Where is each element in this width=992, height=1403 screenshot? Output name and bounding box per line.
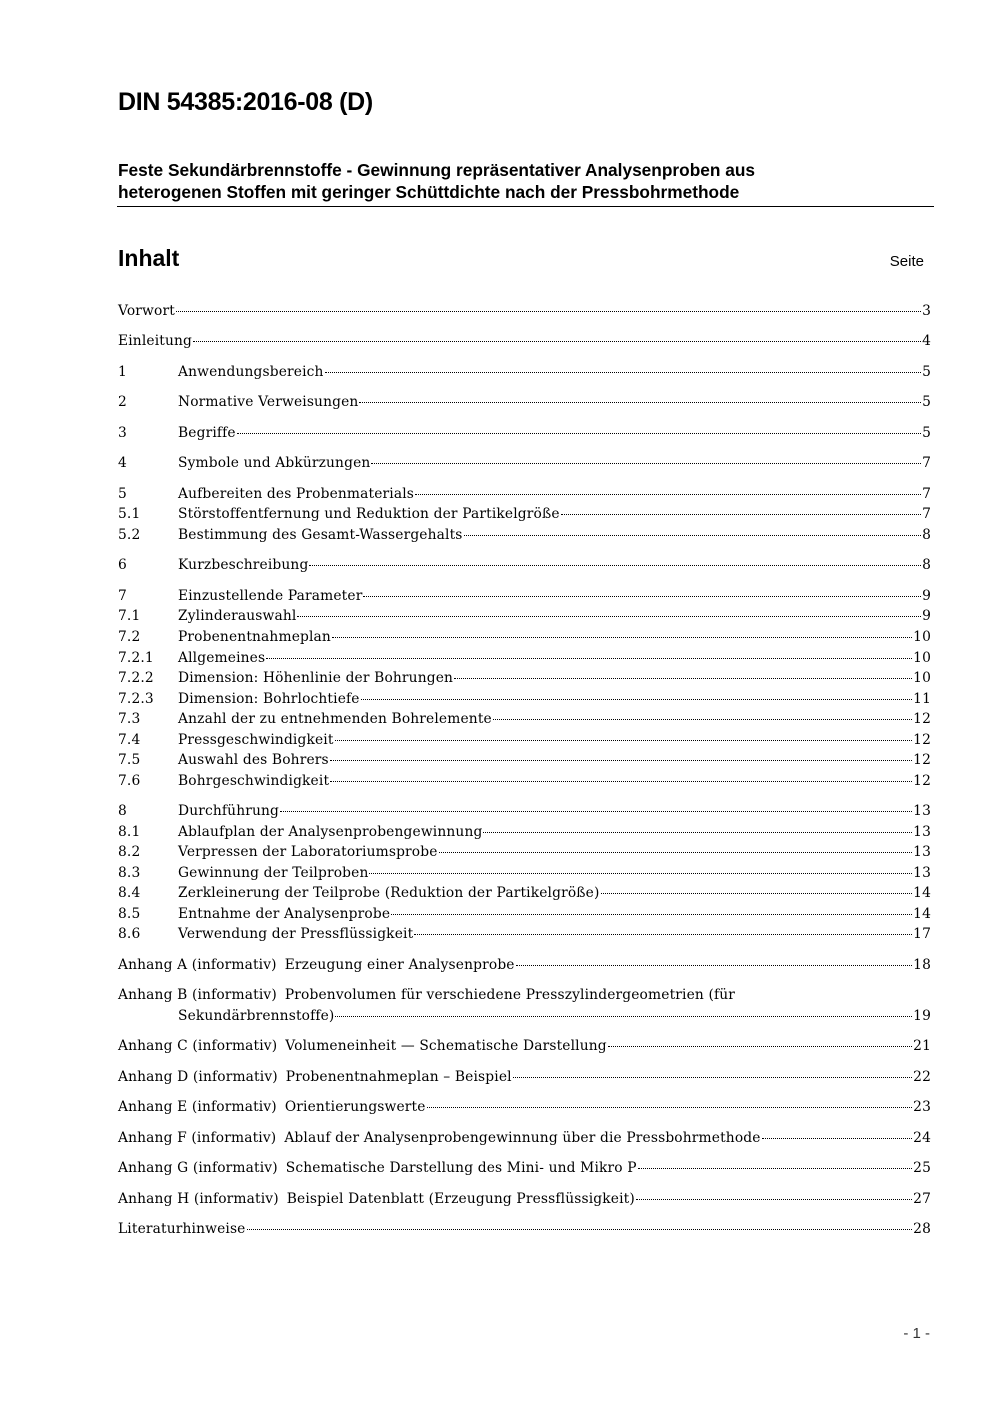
toc-entry[interactable] (118, 752, 931, 773)
toc-entry-page: 22 (913, 1069, 931, 1085)
toc-entry-title: Ablauf der Analysenprobengewinnung über die Pressbohrmethode (284, 1130, 761, 1146)
toc-entry-annex[interactable] (118, 1160, 931, 1181)
toc-entry-title: Verpressen der Laboratoriumsprobe (178, 844, 438, 860)
toc-leader (608, 1046, 912, 1047)
document-title-line-2: heterogenen Stoffen mit geringer Schüttdichte nach der Pressbohrmethode (118, 182, 740, 202)
toc-entry[interactable] (118, 926, 931, 947)
toc-entry-page: 24 (913, 1130, 931, 1146)
toc-entry-title: Verwendung der Pressflüssigkeit (178, 926, 414, 942)
toc-leader (361, 699, 913, 700)
toc-entry-annex[interactable] (118, 1130, 931, 1151)
toc-leader (335, 740, 913, 741)
toc-entry[interactable] (118, 885, 931, 906)
toc-entry-page: 5 (922, 364, 931, 380)
toc-entry[interactable] (118, 650, 931, 671)
toc-leader (359, 402, 921, 403)
toc-entry-page: 12 (913, 732, 931, 748)
toc-entry[interactable] (118, 455, 931, 476)
toc-entry-number: 7 (118, 588, 127, 604)
toc-leader (325, 372, 922, 373)
toc-entry-page: 8 (922, 527, 931, 543)
toc-entry-page: 25 (913, 1160, 931, 1176)
toc-entry-page: 18 (913, 957, 931, 973)
toc-entry-number: 7.6 (118, 773, 141, 789)
toc-leader (454, 678, 912, 679)
toc-entry-number: 8.6 (118, 926, 141, 942)
toc-entry-title: Probenvolumen für verschiedene Presszylindergeometrien (für (284, 987, 736, 1003)
toc-entry[interactable] (118, 670, 931, 691)
toc-leader (309, 565, 921, 566)
toc-entry-number: 6 (118, 557, 127, 573)
toc-leader (483, 832, 912, 833)
toc-entry-page: 23 (913, 1099, 931, 1115)
toc-entry-page: 10 (913, 670, 931, 686)
toc-leader (415, 494, 921, 495)
toc-entry-number: 4 (118, 455, 127, 471)
toc-leader (516, 965, 913, 966)
toc-entry-page: 12 (913, 752, 931, 768)
toc-leader (297, 616, 921, 617)
toc-entry[interactable] (118, 588, 931, 609)
toc-entry-number: 2 (118, 394, 127, 410)
toc-entry-number: 3 (118, 425, 127, 441)
toc-entry-page: 10 (913, 629, 931, 645)
toc-leader (363, 596, 921, 597)
toc-entry-number: 7.2.3 (118, 691, 154, 707)
toc-entry-annex[interactable] (118, 1069, 931, 1090)
toc-leader (237, 433, 921, 434)
toc-entry-title: Normative Verweisungen (178, 394, 359, 410)
toc-entry-annex[interactable] (118, 957, 931, 978)
toc-entry[interactable] (118, 425, 931, 446)
toc-entry-number: 7.4 (118, 732, 141, 748)
toc-entry[interactable] (118, 486, 931, 507)
toc-entry-number: 5.1 (118, 506, 141, 522)
toc-entry-page: 7 (922, 455, 931, 471)
toc-entry-page: 8 (922, 557, 931, 573)
toc-entry[interactable] (118, 527, 931, 548)
toc-leader (176, 311, 921, 312)
toc-entry-title: Einzustellende Parameter (178, 588, 363, 604)
toc-entry[interactable] (118, 824, 931, 845)
toc-leader (369, 873, 912, 874)
toc-leader (391, 914, 912, 915)
toc-entry-page: 19 (913, 1008, 931, 1024)
toc-entry[interactable] (118, 711, 931, 732)
toc-entry-title: Anwendungsbereich (178, 364, 324, 380)
toc-entry-page: 21 (913, 1038, 931, 1054)
toc-entry-number: 8.1 (118, 824, 141, 840)
toc-entry-number: 5 (118, 486, 127, 502)
toc-entry-title: Anzahl der zu entnehmenden Bohrelemente (178, 711, 492, 727)
toc-leader (193, 341, 921, 342)
toc-entry-title: Störstoffentfernung und Reduktion der Partikelgröße (178, 506, 560, 522)
toc-entry-page: 14 (913, 885, 931, 901)
table-of-contents (118, 0, 931, 1403)
page-number: - 1 - (903, 1325, 930, 1342)
toc-entry[interactable] (118, 394, 931, 415)
toc-entry[interactable] (118, 803, 931, 824)
toc-entry-page: 5 (922, 394, 931, 410)
toc-entry-title: Kurzbeschreibung (178, 557, 309, 573)
toc-entry[interactable] (118, 1221, 931, 1242)
toc-entry-number: 7.1 (118, 608, 141, 624)
toc-leader (335, 1016, 912, 1017)
toc-entry[interactable] (118, 865, 931, 886)
toc-entry-title: Entnahme der Analysenprobe (178, 906, 391, 922)
toc-entry-title: Bohrgeschwindigkeit (178, 773, 330, 789)
toc-entry[interactable] (118, 844, 931, 865)
toc-annex-label: Anhang C (informativ) (118, 1038, 278, 1054)
toc-entry-title: Begriffe (178, 425, 236, 441)
toc-entry-page: 11 (913, 691, 931, 707)
toc-leader (513, 1077, 912, 1078)
toc-entry-page: 17 (913, 926, 931, 942)
toc-entry-title: Vorwort (118, 303, 175, 319)
toc-leader (561, 514, 921, 515)
toc-leader (332, 637, 912, 638)
toc-entry-title: Einleitung (118, 333, 193, 349)
toc-entry-title: Zylinderauswahl (178, 608, 297, 624)
toc-entry-title: Durchführung (178, 803, 280, 819)
toc-entry-number: 5.2 (118, 527, 141, 543)
toc-entry-title: Dimension: Höhenlinie der Bohrungen (178, 670, 454, 686)
toc-entry[interactable] (118, 773, 931, 794)
toc-leader (439, 852, 913, 853)
toc-entry-title: Beispiel Datenblatt (Erzeugung Pressflüssigkeit) (286, 1191, 635, 1207)
document-id: DIN 54385:2016-08 (D) (118, 88, 373, 116)
toc-entry-title: Erzeugung einer Analysenprobe (284, 957, 515, 973)
toc-leader (493, 719, 912, 720)
toc-leader (247, 1229, 913, 1230)
toc-entry-annex[interactable] (118, 1038, 931, 1059)
toc-entry-number: 1 (118, 364, 127, 380)
toc-entry[interactable] (118, 691, 931, 712)
toc-entry-title: Orientierungswerte (284, 1099, 426, 1115)
toc-entry[interactable] (118, 333, 931, 354)
toc-entry-title: Probenentnahmeplan – Beispiel (285, 1069, 512, 1085)
toc-entry-number: 8.3 (118, 865, 141, 881)
toc-leader (601, 893, 913, 894)
toc-entry[interactable] (118, 629, 931, 650)
toc-entry-page: 10 (913, 650, 931, 666)
toc-entry-number: 7.3 (118, 711, 141, 727)
toc-leader (414, 934, 912, 935)
toc-entry-page: 7 (922, 486, 931, 502)
toc-entry[interactable] (118, 906, 931, 927)
toc-entry-title: Pressgeschwindigkeit (178, 732, 334, 748)
toc-entry-page: 13 (913, 844, 931, 860)
toc-leader (266, 658, 912, 659)
toc-entry-page: 5 (922, 425, 931, 441)
toc-leader (762, 1138, 913, 1139)
toc-entry-number: 8 (118, 803, 127, 819)
toc-entry-title: Auswahl des Bohrers (178, 752, 329, 768)
toc-entry-title: Ablaufplan der Analysenprobengewinnung (178, 824, 483, 840)
toc-annex-label: Anhang H (informativ) (118, 1191, 279, 1207)
toc-leader (638, 1168, 912, 1169)
toc-entry-page: 27 (913, 1191, 931, 1207)
toc-leader (427, 1107, 913, 1108)
toc-entry-title: Dimension: Bohrlochtiefe (178, 691, 360, 707)
page-column-label: Seite (889, 253, 924, 270)
toc-annex-label: Anhang B (informativ) (118, 987, 277, 1003)
toc-entry[interactable] (118, 303, 931, 324)
toc-entry-title: Bestimmung des Gesamt-Wassergehalts (178, 527, 463, 543)
toc-annex-label: Anhang G (informativ) (118, 1160, 278, 1176)
toc-entry-number: 8.4 (118, 885, 141, 901)
toc-entry[interactable] (118, 506, 931, 527)
toc-leader (330, 781, 912, 782)
toc-entry-number: 7.2 (118, 629, 141, 645)
toc-entry-title: Symbole und Abkürzungen (178, 455, 371, 471)
toc-annex-label: Anhang F (informativ) (118, 1130, 277, 1146)
toc-entry-title: Volumeneinheit — Schematische Darstellung (285, 1038, 607, 1054)
toc-leader (330, 760, 912, 761)
toc-entry-page: 3 (922, 303, 931, 319)
toc-entry-page: 28 (913, 1221, 931, 1237)
toc-entry-title: Gewinnung der Teilproben (178, 865, 369, 881)
toc-entry-number: 7.5 (118, 752, 141, 768)
toc-entry-title: Zerkleinerung der Teilprobe (Reduktion der Partikelgröße) (178, 885, 600, 901)
toc-annex-label: Anhang A (informativ) (118, 957, 277, 973)
toc-entry-annex[interactable] (118, 987, 931, 1029)
toc-entry[interactable] (118, 732, 931, 753)
toc-annex-label: Anhang D (informativ) (118, 1069, 278, 1085)
toc-entry-page: 13 (913, 865, 931, 881)
toc-entry-page: 14 (913, 906, 931, 922)
toc-entry-title: Probenentnahmeplan (178, 629, 331, 645)
toc-entry[interactable] (118, 557, 931, 578)
toc-entry-page: 13 (913, 803, 931, 819)
toc-entry-title: Allgemeines (178, 650, 266, 666)
toc-leader (636, 1199, 912, 1200)
toc-entry-page: 9 (922, 588, 931, 604)
toc-annex-label: Anhang E (informativ) (118, 1099, 277, 1115)
toc-entry-title-continued: Sekundärbrennstoffe) (178, 1008, 335, 1024)
toc-entry-page: 13 (913, 824, 931, 840)
toc-entry-number: 7.2.2 (118, 670, 154, 686)
toc-entry-number: 8.2 (118, 844, 141, 860)
toc-entry-annex[interactable] (118, 1191, 931, 1212)
toc-entry-page: 12 (913, 711, 931, 727)
toc-entry[interactable] (118, 608, 931, 629)
toc-entry-number: 8.5 (118, 906, 141, 922)
toc-entry-title: Schematische Darstellung des Mini- und Mikro P (285, 1160, 637, 1176)
document-title-line-1: Feste Sekundärbrennstoffe - Gewinnung repräsentativer Analysenproben aus (118, 160, 755, 180)
toc-entry-page: 12 (913, 773, 931, 789)
toc-leader (371, 463, 921, 464)
toc-entry-page: 4 (922, 333, 931, 349)
toc-entry-page: 9 (922, 608, 931, 624)
toc-entry-annex[interactable] (118, 1099, 931, 1120)
toc-entry-title: Literaturhinweise (118, 1221, 246, 1237)
toc-entry-page: 7 (922, 506, 931, 522)
toc-entry-number: 7.2.1 (118, 650, 154, 666)
toc-heading: Inhalt (118, 245, 180, 271)
toc-leader (280, 811, 912, 812)
toc-leader (464, 535, 922, 536)
toc-entry[interactable] (118, 364, 931, 385)
toc-entry-title: Aufbereiten des Probenmaterials (178, 486, 415, 502)
